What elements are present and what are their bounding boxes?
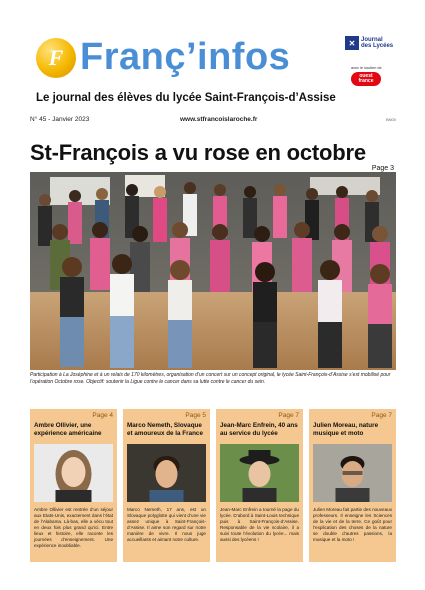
card-title: Ambre Ollivier, une expérience américaine [34,422,102,437]
issue-meta [30,116,396,126]
lead-page-ref[interactable]: Page 3 [371,165,394,172]
ouest-france-logo [351,72,381,86]
newspaper-tagline: Le journal des élèves du lycée Saint-François-d’Assise [36,92,336,104]
lead-caption: Participation à La Joséphine et à un relais de 170 kilomètres, organisation d’un concert sur un concept original, le lycée Saint-François-d’Assise s’est mobilisé pour l’opération Octobre rose. Objectif: soutenir la Ligue contre le cancer dans sa lutte contre le cancer du sein. [30,372,391,385]
card-page-ref[interactable]: Page 7 [278,412,299,419]
journal-icon: ✕ [345,36,359,50]
portrait-photo [127,444,206,502]
newspaper-title: Franç’infos [80,36,291,78]
portrait-photo [220,444,299,502]
card-page-ref[interactable]: Page 5 [185,412,206,419]
issue-code: BN00 [385,117,396,122]
feature-card-jean-marc[interactable] [216,409,303,562]
newspaper-logo [36,38,76,78]
ouest-line1: ouest [359,73,373,79]
feature-cards [30,409,396,562]
logo-letter: F [48,45,64,70]
journal-line1: Journal [361,36,383,43]
masthead-header [0,0,425,125]
card-title: Jean-Marc Enfrein, 40 ans au service du lycée [220,422,298,437]
feature-card-julien[interactable] [309,409,396,562]
card-page-ref[interactable]: Page 4 [92,412,113,419]
card-text: Julien Moreau fait partie des nouveaux professeurs. Il enseigne les Sciences de la vie et de la terre. Ce goût pour l’explication des choses de la nature se double d’autres passions, la musique et la moto ! [313,507,392,543]
feature-card-marco[interactable] [123,409,210,562]
card-title: Marco Nemeth, Slovaque et amoureux de la France [127,422,203,437]
card-text: Jean-Marc Enfrein a tourné la page du lycée. D’abord à Saint-Louis technique puis à Saint-François-d’Assise. Responsable de la vie scolaire, il a suivi toute l’évolution du lycée... mais aussi des lycéens ! [220,507,299,543]
website-link[interactable]: www.stfrancoislaroche.fr [180,116,258,123]
card-page-ref[interactable]: Page 7 [371,412,392,419]
partner-logos [345,36,397,86]
card-text: Ambre Ollivier est rentrée d’un séjour aux Etats-Unis, exactement dans l’état de l’Alabama. Là-bas, elle a vécu tout en deux fois plus grand qu’ici. Entre lieux et histoire, elle raconte les journées d’enseignement. Une expérience inoubliable. [34,507,113,549]
journal-des-lycees-logo [345,36,397,50]
feature-card-ambre[interactable] [30,409,117,562]
portrait-photo [34,444,113,502]
card-title: Julien Moreau, nature musique et moto [313,422,379,437]
journal-line2: des Lycées [361,43,394,49]
ouest-line2: france [358,78,374,84]
card-text: Marco Nemeth, 17 ans, est un Slovaque polyglotte qui vient d’une vie assez unique à Saint-François-d’Assise. Il aime son regard sur notre manière de vivre. Il nous juge accueillants et aimant notre culture. [127,507,206,543]
support-text: avec le soutien de [351,66,382,70]
portrait-photo [313,444,392,502]
issue-number: N° 45 - Janvier 2023 [30,116,90,123]
lead-photo [30,172,396,370]
lead-headline: St-François a vu rose en octobre [30,140,366,165]
